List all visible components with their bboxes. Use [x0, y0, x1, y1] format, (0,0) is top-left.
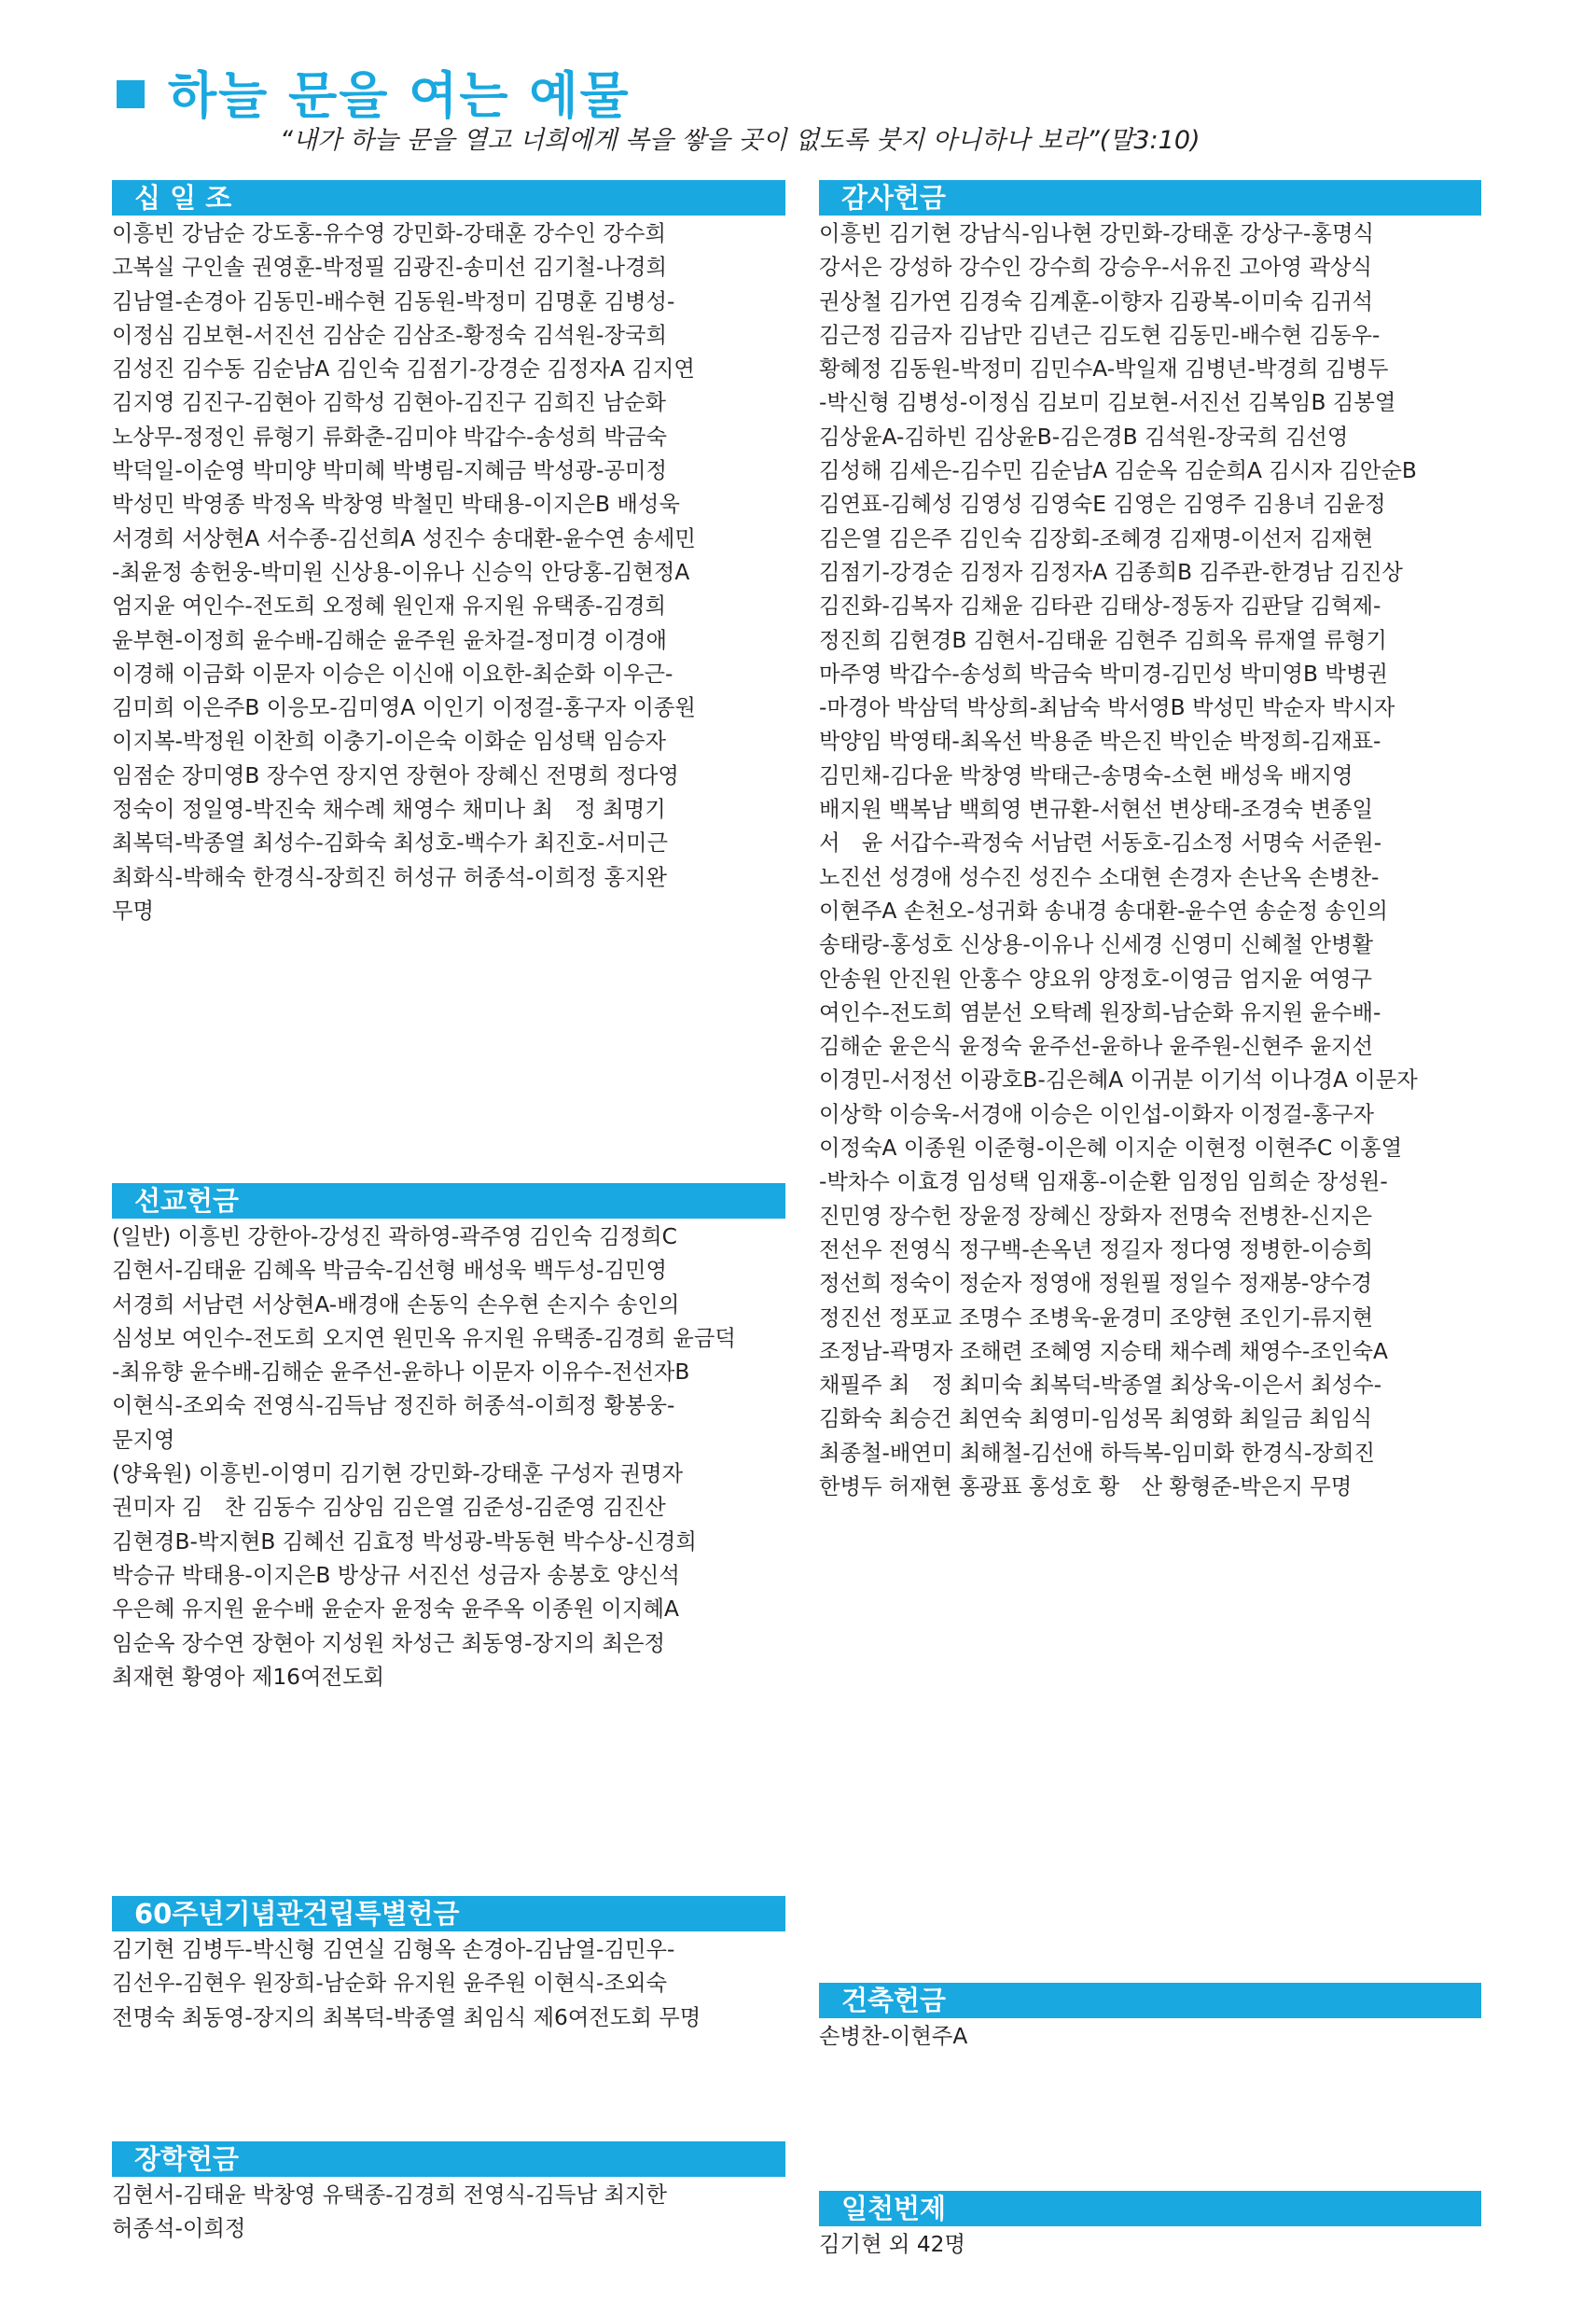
- donor-line: 김연표-김혜성 김영성 김영숙E 김영은 김영주 김용녀 김윤정: [819, 492, 1386, 518]
- donor-line: 마주영 박갑수-송성희 박금숙 박미경-김민성 박미영B 박병권: [819, 661, 1388, 687]
- donor-line: 서경희 서상현A 서수종-김선희A 성진수 송대환-윤수연 송세민: [112, 525, 696, 551]
- donor-line: 정진선 정포교 조명수 조병욱-윤경미 조양현 조인기-류지현: [819, 1304, 1373, 1331]
- scripture-verse: “내가 하늘 문을 열고 너희에게 복을 쌓을 곳이 없도록 붓지 아니하나 보라”(말3:10): [280, 126, 1200, 155]
- donor-line: 허종석-이희정: [112, 2216, 246, 2242]
- donor-line: 김상윤A-김하빈 김상윤B-김은경B 김석원-장국희 김선영: [819, 424, 1349, 450]
- donor-line: 박승규 박태용-이지은B 방상규 서진선 성금자 송봉호 양신석: [112, 1562, 680, 1588]
- donor-line: 김현서-김태윤 김혜옥 박금숙-김선형 배성욱 백두성-김민영: [112, 1258, 667, 1284]
- donor-line: -최유향 윤수배-김해순 윤주선-윤하나 이문자 이유수-전선자B: [112, 1359, 690, 1386]
- donor-line: 한병두 허재현 홍광표 홍성호 황 산 황형준-박은지 무명: [819, 1473, 1353, 1499]
- donor-line: (일반) 이흥빈 강한아-강성진 곽하영-곽주영 김인숙 김정희C: [112, 1224, 677, 1249]
- donor-line: 노진선 성경애 성수진 성진수 소대현 손경자 손난옥 손병찬-: [819, 864, 1380, 890]
- donor-line: 이흥빈 김기현 강남식-임나현 강민화-강태훈 강상구-홍명식: [819, 221, 1374, 246]
- donor-line: 박양임 박영태-최옥선 박용준 박은진 박인순 박정희-김재표-: [819, 729, 1381, 755]
- donor-line: 임점순 장미영B 장수연 장지연 장현아 장혜신 전명희 정다영: [112, 762, 679, 788]
- donor-line: 이경해 이금화 이문자 이승은 이신애 이요한-최순화 이우근-: [112, 661, 673, 687]
- donor-line: 우은혜 유지원 윤수배 윤순자 윤정숙 윤주옥 이종원 이지혜A: [112, 1596, 679, 1623]
- donor-line: 채필주 최 정 최미숙 최복덕-박종열 최상욱-이은서 최성수-: [819, 1373, 1382, 1399]
- donor-line: 이현주A 손천오-성귀화 송내경 송대환-윤수연 송순정 송인의: [819, 898, 1388, 924]
- donor-line: 서 윤 서갑수-곽정숙 서남련 서동호-김소정 서명숙 서준원-: [819, 830, 1382, 857]
- donor-line: 고복실 구인솔 권영훈-박정필 김광진-송미선 김기철-나경희: [112, 255, 667, 281]
- section-body: [112, 217, 785, 928]
- donor-line: 김성해 김세은-김수민 김순남A 김순옥 김순희A 김시자 김안순B: [819, 458, 1417, 484]
- donor-line: 이정심 김보현-서진선 김삼순 김삼조-황정숙 김석원-장국희: [112, 322, 667, 348]
- section-header: 감사헌금: [819, 180, 1481, 216]
- donor-line: 배지원 백복남 백희영 변규환-서현선 변상태-조경숙 변종일: [819, 797, 1373, 823]
- donor-line: -최윤정 송헌웅-박미원 신상용-이유나 신승익 안당홍-김현정A: [112, 559, 690, 585]
- donor-line: 이현식-조외숙 전영식-김득남 정진하 허종석-이희정 황봉웅-: [112, 1393, 675, 1419]
- donor-line: 안송원 안진원 안홍수 양요위 양정호-이영금 엄지윤 여영구: [819, 966, 1372, 992]
- title-square-icon: [117, 80, 145, 108]
- donor-line: 최화식-박해숙 한경식-장희진 허성규 허종석-이희정 홍지완: [112, 864, 667, 890]
- donor-line: 김지영 김진구-김현아 김학성 김현아-김진구 김희진 남순화: [112, 390, 666, 416]
- donor-line: 진민영 장수헌 장윤정 장혜신 장화자 전명숙 전병찬-신지은: [819, 1203, 1372, 1229]
- section-header: 장학헌금: [112, 2141, 785, 2177]
- donor-line: 김현서-김태윤 박창영 유택종-김경희 전영식-김득남 최지한: [112, 2182, 667, 2208]
- donor-line: -박신형 김병성-이정심 김보미 김보현-서진선 김복임B 김봉열: [819, 390, 1396, 416]
- donor-line: 김은열 김은주 김인숙 김장회-조혜경 김재명-이선저 김재현: [819, 525, 1373, 551]
- section-header: 일천번제: [819, 2191, 1481, 2226]
- section-body: [819, 217, 1481, 1504]
- donor-line: 김성진 김수동 김순남A 김인숙 김점기-강경순 김정자A 김지연: [112, 356, 695, 383]
- section-header: 선교헌금: [112, 1183, 785, 1219]
- donor-line: 김현경B-박지현B 김혜선 김효정 박성광-박동현 박수상-신경희: [112, 1528, 697, 1554]
- ilcheon-section: [819, 2191, 1481, 2262]
- donor-line: 황혜정 김동원-박정미 김민수A-박일재 김병년-박경희 김병두: [819, 356, 1389, 383]
- donor-line: 최종철-배연미 최해철-김선애 하득복-임미화 한경식-장희진: [819, 1440, 1375, 1466]
- donor-line: 윤부현-이정희 윤수배-김해순 윤주원 윤차걸-정미경 이경애: [112, 627, 667, 653]
- donor-line: 손병찬-이현주A: [819, 2024, 968, 2049]
- section-body: [819, 2020, 1481, 2054]
- donor-line: 정숙이 정일영-박진숙 채수례 채영수 채미나 최 정 최명기: [112, 797, 666, 823]
- section-body: [112, 2179, 785, 2247]
- section-header: 건축헌금: [819, 1983, 1481, 2018]
- donor-line: 강서은 강성하 강수인 강수희 강승우-서유진 고아영 곽상식: [819, 255, 1372, 281]
- donor-line: 무명: [112, 898, 155, 924]
- donor-line: 정선희 정숙이 정순자 정영애 정원필 정일수 정재봉-양수경: [819, 1271, 1372, 1297]
- donor-line: 송태랑-홍성호 신상용-이유나 신세경 신영미 신혜철 안병활: [819, 932, 1373, 958]
- donor-line: 임순옥 장수연 장현아 지성원 차성근 최동영-장지의 최은정: [112, 1630, 665, 1656]
- section-body: [112, 1933, 785, 2035]
- donor-line: 김해순 윤은식 윤정숙 윤주선-윤하나 윤주원-신현주 윤지선: [819, 1034, 1373, 1060]
- section-header: 60주년기념관건립특별헌금: [112, 1896, 785, 1931]
- section-body: [819, 2228, 1481, 2262]
- donor-line: 김선우-김현우 원장희-남순화 유지원 윤주원 이현식-조외숙: [112, 1971, 667, 1997]
- donor-line: 김남열-손경아 김동민-배수현 김동원-박정미 김명훈 김병성-: [112, 288, 675, 314]
- donor-line: 박덕일-이순영 박미양 박미혜 박병림-지혜금 박성광-공미정: [112, 458, 667, 484]
- donor-line: 최재현 황영아 제16여전도회: [112, 1664, 385, 1690]
- donor-line: 김미희 이은주B 이응모-김미영A 이인기 이정걸-홍구자 이종원: [112, 695, 696, 721]
- donor-line: (양육원) 이흥빈-이영미 김기현 강민화-강태훈 구성자 권명자: [112, 1461, 684, 1487]
- tithe-section: [112, 180, 785, 928]
- donor-line: 김근정 김금자 김남만 김년근 김도현 김동민-배수현 김동우-: [819, 322, 1381, 348]
- donor-line: -박차수 이효경 임성택 임재홍-이순환 임정임 임희순 장성원-: [819, 1169, 1388, 1195]
- donor-line: 김기현 외 42명: [819, 2232, 965, 2257]
- thanks-section: [819, 180, 1481, 1504]
- section-body: [112, 1220, 785, 1694]
- mission-section: [112, 1183, 785, 1694]
- section-header: 십 일 조: [112, 180, 785, 216]
- donor-line: 문지영: [112, 1427, 175, 1453]
- donor-line: 김기현 김병두-박신형 김연실 김형옥 손경아-김남열-김민우-: [112, 1937, 675, 1962]
- donor-line: 권미자 김 찬 김동수 김상임 김은열 김준성-김준영 김진산: [112, 1495, 666, 1521]
- donor-line: 서경희 서남련 서상현A-배경애 손동익 손우현 손지수 송인의: [112, 1291, 680, 1317]
- donor-line: 김점기-강경순 김정자 김정자A 김종희B 김주관-한경남 김진상: [819, 559, 1403, 585]
- donor-line: 여인수-전도희 염분선 오탁례 원장희-남순화 유지원 윤수배-: [819, 999, 1381, 1025]
- scholarship-section: [112, 2141, 785, 2247]
- donor-line: 김민채-김다윤 박창영 박태근-송명숙-소현 배성욱 배지영: [819, 762, 1353, 788]
- donor-line: 정진희 김현경B 김현서-김태윤 김현주 김희옥 류재열 류형기: [819, 627, 1387, 653]
- donor-line: 전선우 전영식 정구백-손옥년 정길자 정다영 정병한-이승희: [819, 1236, 1373, 1262]
- donor-line: 심성보 여인수-전도희 오지연 원민옥 유지원 유택종-김경희 윤금덕: [112, 1325, 736, 1351]
- donor-line: 권상철 김가연 김경숙 김계훈-이향자 김광복-이미숙 김귀석: [819, 288, 1373, 314]
- donor-line: 이경민-서정선 이광호B-김은혜A 이귀분 이기석 이나경A 이문자: [819, 1067, 1418, 1094]
- donor-line: 엄지윤 여인수-전도희 오정혜 원인재 유지원 유택종-김경희: [112, 593, 666, 620]
- donor-line: 전명숙 최동영-장지의 최복덕-박종열 최임식 제6여전도회 무명: [112, 2004, 701, 2030]
- donor-line: 이흥빈 강남순 강도홍-유수영 강민화-강태훈 강수인 강수희: [112, 221, 666, 246]
- donor-line: 조정남-곽명자 조해련 조혜영 지승태 채수례 채영수-조인숙A: [819, 1338, 1388, 1364]
- donor-line: 최복덕-박종열 최성수-김화숙 최성호-백수가 최진호-서미근: [112, 830, 668, 857]
- donor-line: 박성민 박영종 박정옥 박창영 박철민 박태용-이지은B 배성욱: [112, 492, 680, 518]
- donor-line: 김진화-김복자 김채윤 김타관 김태상-정동자 김판달 김혁제-: [819, 593, 1381, 620]
- page-title: 하늘 문을 여는 예물: [168, 66, 631, 125]
- donor-line: 이상학 이승욱-서경애 이승은 이인섭-이화자 이정걸-홍구자: [819, 1101, 1374, 1127]
- donor-line: -마경아 박삼덕 박상희-최남숙 박서영B 박성민 박순자 박시자: [819, 695, 1395, 721]
- donor-line: 노상무-정정인 류형기 류화춘-김미야 박갑수-송성희 박금숙: [112, 424, 667, 450]
- donor-line: 김화숙 최승건 최연숙 최영미-임성목 최영화 최일금 최임식: [819, 1406, 1372, 1432]
- donor-line: 이지복-박정원 이찬희 이충기-이은숙 이화순 임성택 임승자: [112, 729, 666, 755]
- donor-line: 이정숙A 이종원 이준형-이은혜 이지순 이현정 이현주C 이홍열: [819, 1136, 1403, 1162]
- anniversary-section: [112, 1896, 785, 2035]
- building-section: [819, 1983, 1481, 2054]
